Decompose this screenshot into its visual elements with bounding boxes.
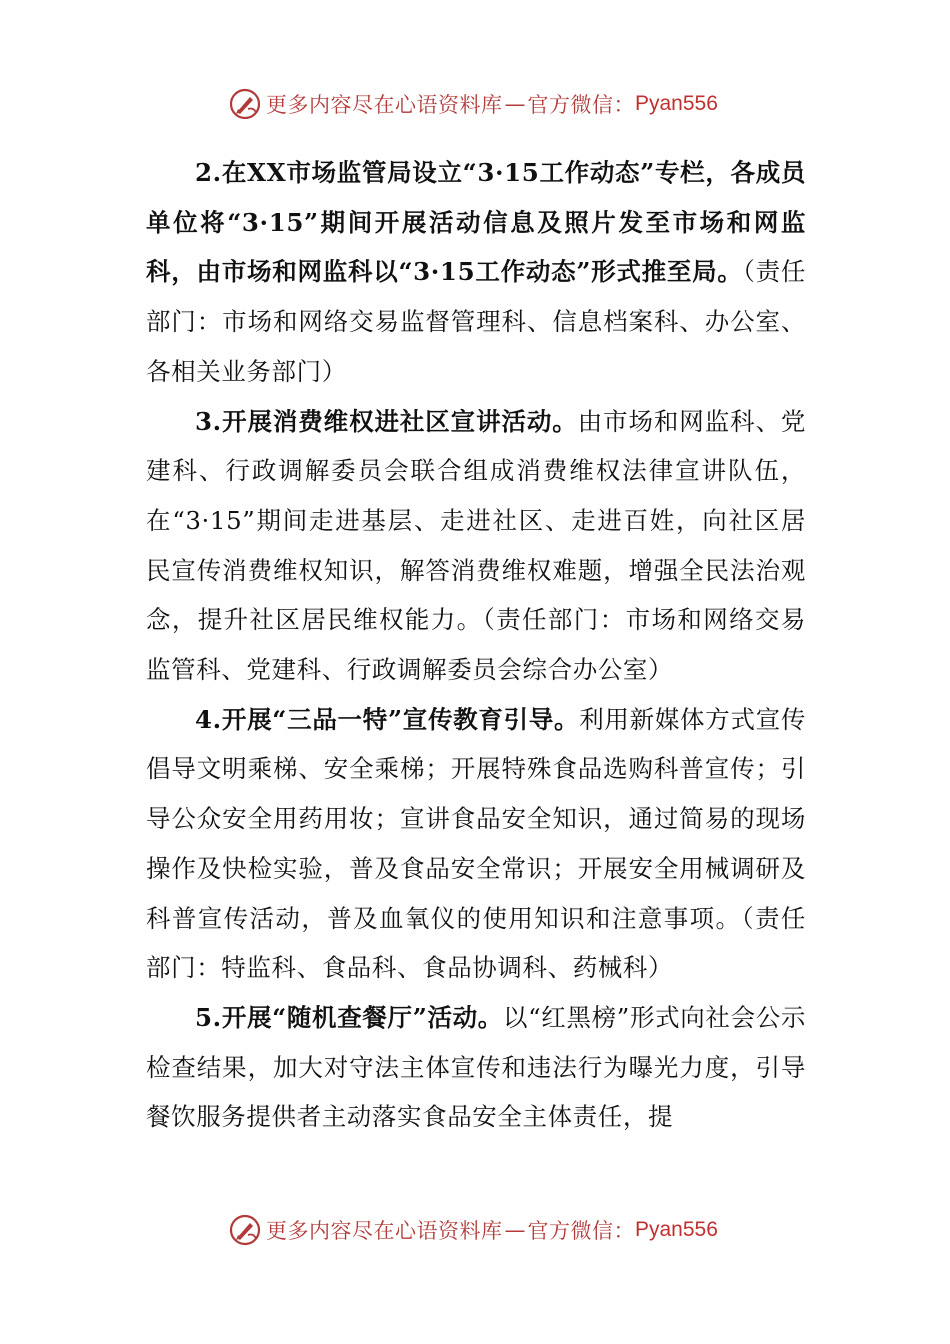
watermark-id: Pyan556 (635, 1218, 718, 1241)
paragraph-body: 利用新媒体方式宣传倡导文明乘梯、安全乘梯；开展特殊食品选购科普宣传；引导公众安全用药用妆；宣讲食品安全知识，通过简易的现场操作及快检实验，普及食品安全常识；开展安全用械调研及科普宣传活动，普及血氧仪的使用知识和注意事项。（责任部门：特监科、食品科、食品协调科、药械科） (146, 704, 806, 983)
watermark-text: 更多内容尽在心语资料库 (266, 1219, 503, 1243)
paragraph-item-2 (146, 148, 806, 397)
paragraph-heading: 4.开展“三品一特”宣传教育引导。 (195, 704, 580, 734)
paragraph-body: 以“红黑榜”形式向社会公示检查结果，加大对守法主体宣传和违法行为曝光力度，引导餐饮服务提供者主动落实食品安全主体责任，提 (146, 1002, 806, 1132)
watermark-text: 更多内容尽在心语资料库 (266, 93, 503, 117)
watermark-header (228, 86, 718, 122)
pen-logo-icon (228, 1213, 262, 1247)
watermark-suffix: 官方微信： (527, 93, 635, 117)
watermark-footer (228, 1212, 718, 1248)
pen-logo-icon (228, 87, 262, 121)
paragraph-item-4 (146, 695, 806, 993)
watermark-suffix: 官方微信： (527, 1219, 635, 1243)
watermark-id: Pyan556 (635, 92, 718, 115)
paragraph-heading: 5.开展“随机查餐厅”活动。 (195, 1002, 503, 1032)
paragraph-heading: 3.开展消费维权进社区宣讲活动。 (195, 406, 578, 436)
watermark-dash: — (504, 1218, 526, 1242)
paragraph-item-5 (146, 993, 806, 1142)
paragraph-body: 由市场和网监科、党建科、行政调解委员会联合组成消费维权法律宣讲队伍，在“3·15”期间走进基层、走进社区、走进百姓，向社区居民宣传消费维权知识，解答消费维权难题，增强全民法治观念，提升社区居民维权能力。（责任部门：市场和网络交易监管科、党建科、行政调解委员会综合办公室） (146, 406, 806, 685)
paragraph-heading: 2.在XX市场监管局设立“3·15工作动态”专栏，各成员单位将“3·15”期间开展活动信息及照片发至市场和网监科，由市场和网监科以“3·15工作动态”形式推至局。 (146, 158, 806, 287)
document-body (146, 148, 806, 1142)
watermark-dash: — (504, 92, 526, 116)
paragraph-item-3 (146, 397, 806, 695)
paragraph-body: （责任部门：市场和网络交易监督管理科、信息档案科、办公室、各相关业务部门） (146, 257, 806, 386)
